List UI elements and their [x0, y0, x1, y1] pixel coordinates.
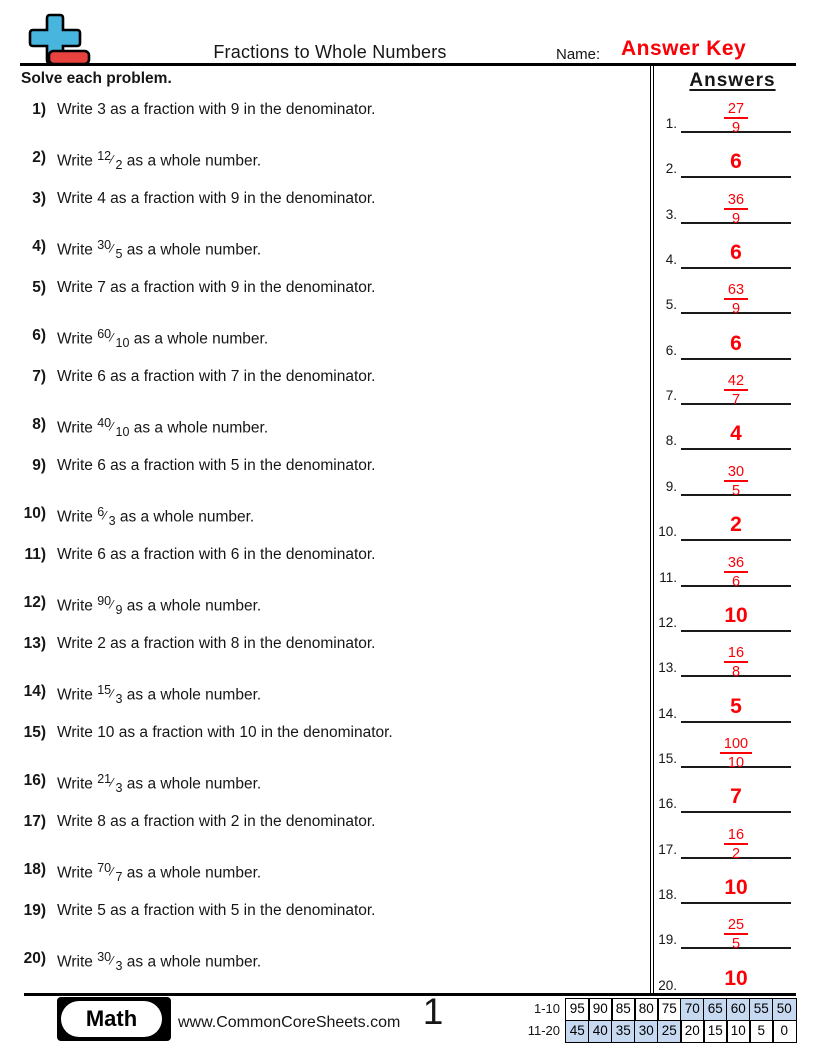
problem-text-post: as a whole number. [129, 330, 269, 348]
answer-value-fraction [681, 555, 791, 591]
answer-fraction-denominator: 7 [731, 391, 741, 408]
answer-line [681, 358, 791, 360]
problem-text: Write 4 as a fraction with 9 in the denominator. [57, 190, 376, 207]
problem-text [57, 327, 632, 350]
answer-number: 10. [658, 524, 677, 539]
answer-value-whole: 6 [730, 150, 742, 173]
answer-fraction-numerator: 36 [727, 555, 745, 571]
answer-key-value: Answer Key [621, 37, 747, 60]
score-cell: 60 [726, 998, 751, 1022]
answer-fraction-numerator: 16 [727, 645, 745, 661]
answer-value-whole: 4 [730, 422, 742, 445]
problem-text-pre: Write [57, 775, 98, 793]
answer-number: 15. [658, 751, 677, 766]
score-cell: 70 [680, 998, 705, 1022]
problem-text-post: as a whole number. [129, 419, 269, 437]
answer-value-fraction [681, 464, 791, 500]
answer-number: 11. [659, 570, 677, 585]
problem-text-post: as a whole number. [122, 686, 262, 704]
answer-fraction-denominator: 9 [731, 119, 741, 136]
problem-number: 6) [32, 327, 46, 344]
problem-number: 7) [32, 368, 46, 385]
problem-fraction-denominator: 3 [115, 692, 123, 706]
problem-text-post: as a whole number. [122, 864, 262, 882]
score-cell: 95 [565, 998, 590, 1022]
answer-value-fraction [681, 736, 791, 772]
problem-text-post: as a whole number. [122, 953, 262, 971]
problem-fraction-denominator: 10 [115, 425, 130, 439]
answer-fraction-numerator: 63 [727, 282, 745, 298]
score-cell: 45 [565, 1020, 590, 1044]
fraction-slash-icon: ⁄ [111, 241, 116, 256]
problem-number: 12) [23, 594, 46, 611]
problem-text: Write 8 as a fraction with 2 in the denominator. [57, 813, 376, 830]
fraction-slash-icon: ⁄ [111, 686, 116, 701]
answer-number: 7. [665, 388, 677, 403]
problem-number: 2) [32, 149, 46, 166]
subject-badge-label: Math [61, 1001, 162, 1037]
problem-number: 10) [23, 505, 46, 522]
answer-value-fraction [681, 917, 791, 953]
problem-number: 18) [23, 861, 46, 878]
score-cell: 15 [703, 1020, 728, 1044]
answer-fraction-numerator: 27 [727, 101, 745, 117]
answer-fraction-numerator: 25 [727, 917, 745, 933]
score-cell: 0 [772, 1020, 797, 1044]
answer-number: 18. [658, 887, 677, 902]
plus-minus-logo-icon [28, 13, 92, 67]
problem-text: Write 6 as a fraction with 7 in the denominator. [57, 368, 376, 385]
fraction-stack [724, 464, 748, 499]
problem-number: 8) [32, 416, 46, 433]
problem-fraction-denominator: 5 [115, 247, 123, 261]
problem-fraction-numerator: 70 [97, 861, 112, 875]
score-cell: 55 [749, 998, 774, 1022]
answer-number: 14. [658, 706, 677, 721]
problem-text-pre: Write [57, 241, 98, 259]
fraction-stack [724, 827, 748, 862]
answer-number: 16. [658, 796, 677, 811]
footer-rule [24, 993, 796, 996]
score-cell: 75 [657, 998, 682, 1022]
score-cell: 35 [611, 1020, 636, 1044]
problem-text [57, 416, 632, 439]
problem-text [57, 950, 632, 973]
problem-fraction-denominator: 7 [115, 870, 123, 884]
answer-fraction-denominator: 10 [727, 754, 745, 771]
problem-text [57, 861, 632, 884]
fraction-slash-icon: ⁄ [111, 152, 116, 167]
fraction-stack [724, 555, 748, 590]
answer-value-whole: 6 [730, 241, 742, 264]
instructions-text: Solve each problem. [21, 70, 172, 87]
problem-text [57, 594, 632, 617]
problem-number: 20) [23, 950, 46, 967]
problem-fraction-numerator: 12 [97, 149, 112, 163]
problem-text-pre: Write [57, 686, 98, 704]
answer-value-whole: 6 [730, 332, 742, 355]
answer-fraction-denominator: 5 [731, 482, 741, 499]
answer-number: 9. [665, 479, 677, 494]
score-range-label: 1-10 [533, 1001, 560, 1016]
problem-number: 11) [24, 546, 46, 563]
fraction-stack [724, 282, 748, 317]
problem-text [57, 683, 632, 706]
answer-number: 20. [658, 978, 677, 993]
problem-fraction-numerator: 90 [97, 594, 112, 608]
answer-number: 13. [658, 660, 677, 675]
answer-line [681, 176, 791, 178]
answer-number: 5. [665, 297, 677, 312]
answer-fraction-denominator: 9 [731, 300, 741, 317]
problem-text: Write 10 as a fraction with 10 in the denominator. [57, 724, 393, 741]
name-label: Name: [556, 46, 601, 63]
score-cell: 40 [588, 1020, 613, 1044]
answer-value-whole: 10 [724, 604, 748, 627]
problem-fraction-denominator: 9 [115, 603, 123, 617]
problem-text: Write 3 as a fraction with 9 in the denominator. [57, 101, 376, 118]
answer-fraction-denominator: 2 [731, 845, 741, 862]
answer-value-whole: 5 [730, 695, 742, 718]
problem-text-pre: Write [57, 508, 98, 526]
fraction-stack [724, 192, 748, 227]
page-number: 1 [422, 991, 444, 1032]
answer-value-whole: 7 [730, 785, 742, 808]
problem-number: 3) [32, 190, 46, 207]
problem-number: 9) [32, 457, 46, 474]
problem-fraction-numerator: 30 [97, 950, 112, 964]
problem-fraction-denominator: 2 [115, 158, 123, 172]
problem-text-pre: Write [57, 864, 98, 882]
fraction-stack [724, 645, 748, 680]
score-cell: 80 [634, 998, 659, 1022]
fraction-stack [724, 101, 748, 136]
answer-value-fraction [681, 101, 791, 137]
answer-fraction-denominator: 8 [731, 663, 741, 680]
answer-value-whole: 10 [724, 967, 748, 990]
answer-value-whole: 10 [724, 876, 748, 899]
answer-fraction-numerator: 100 [723, 736, 749, 752]
answer-number: 3. [665, 207, 677, 222]
problem-text: Write 2 as a fraction with 8 in the denominator. [57, 635, 376, 652]
answer-number: 6. [665, 343, 677, 358]
header-rule [20, 63, 796, 66]
problem-text-pre: Write [57, 419, 98, 437]
answer-line [681, 267, 791, 269]
problem-text-post: as a whole number. [122, 775, 262, 793]
problem-number: 16) [23, 772, 46, 789]
problem-text-pre: Write [57, 597, 98, 615]
page-title: Fractions to Whole Numbers [213, 42, 447, 62]
score-range-label: 11-20 [527, 1023, 560, 1038]
problem-text-post: as a whole number. [122, 597, 262, 615]
score-cell: 30 [634, 1020, 659, 1044]
answer-fraction-numerator: 42 [727, 373, 745, 389]
answer-line [681, 721, 791, 723]
score-cell: 90 [588, 998, 613, 1022]
problem-text-pre: Write [57, 953, 98, 971]
fraction-slash-icon: ⁄ [111, 953, 116, 968]
fraction-slash-icon: ⁄ [111, 775, 116, 790]
answer-number: 1. [665, 116, 677, 131]
answer-number: 2. [665, 161, 677, 176]
problem-text: Write 6 as a fraction with 6 in the denominator. [57, 546, 376, 563]
answer-fraction-numerator: 16 [727, 827, 745, 843]
problem-text: Write 7 as a fraction with 9 in the denominator. [57, 279, 376, 296]
problem-text-post: as a whole number. [122, 152, 262, 170]
answer-line [681, 902, 791, 904]
score-cell: 5 [749, 1020, 774, 1044]
answer-value-fraction [681, 645, 791, 681]
problem-text-pre: Write [57, 152, 98, 170]
answer-value-fraction [681, 373, 791, 409]
answer-value-fraction [681, 192, 791, 228]
answer-number: 17. [658, 842, 677, 857]
fraction-slash-icon: ⁄ [111, 419, 116, 434]
fraction-slash-icon: ⁄ [104, 508, 109, 523]
fraction-stack [720, 736, 752, 771]
answer-line [681, 448, 791, 450]
answers-heading: Answers [689, 70, 776, 91]
problem-number: 14) [23, 683, 46, 700]
problem-text [57, 238, 632, 261]
problem-fraction-numerator: 15 [97, 683, 112, 697]
score-cell: 10 [726, 1020, 751, 1044]
problem-number: 17) [23, 813, 46, 830]
answer-number: 4. [665, 252, 677, 267]
answer-number: 12. [658, 615, 677, 630]
score-cell: 85 [611, 998, 636, 1022]
answer-fraction-numerator: 30 [727, 464, 745, 480]
answer-fraction-denominator: 5 [731, 935, 741, 952]
answer-number: 19. [658, 932, 677, 947]
fraction-slash-icon: ⁄ [111, 864, 116, 879]
problem-number: 4) [32, 238, 46, 255]
problem-fraction-denominator: 10 [115, 336, 130, 350]
problem-text [57, 149, 632, 172]
fraction-stack [724, 373, 748, 408]
answer-line [681, 811, 791, 813]
problem-number: 19) [23, 902, 46, 919]
fraction-slash-icon: ⁄ [111, 330, 116, 345]
score-cell: 65 [703, 998, 728, 1022]
answer-fraction-denominator: 9 [731, 210, 741, 227]
problem-text-post: as a whole number. [115, 508, 255, 526]
answer-value-fraction [681, 282, 791, 318]
score-cell: 20 [680, 1020, 705, 1044]
problem-number: 1) [32, 101, 46, 118]
problem-fraction-numerator: 60 [97, 327, 112, 341]
problem-text-post: as a whole number. [122, 241, 262, 259]
answer-fraction-numerator: 36 [727, 192, 745, 208]
problem-text: Write 5 as a fraction with 5 in the denominator. [57, 902, 376, 919]
score-cell: 50 [772, 998, 797, 1022]
problem-fraction-denominator: 3 [115, 959, 123, 973]
problem-fraction-numerator: 6 [97, 505, 105, 519]
problem-fraction-numerator: 30 [97, 238, 112, 252]
problem-text: Write 6 as a fraction with 5 in the denominator. [57, 457, 376, 474]
problem-fraction-denominator: 3 [115, 781, 123, 795]
answer-line [681, 539, 791, 541]
problem-text [57, 505, 632, 528]
answer-value-fraction [681, 827, 791, 863]
website-text: www.CommonCoreSheets.com [178, 1014, 401, 1031]
problem-text-pre: Write [57, 330, 98, 348]
problem-fraction-numerator: 21 [97, 772, 112, 786]
problem-number: 15) [23, 724, 46, 741]
answer-line [681, 630, 791, 632]
subject-badge [57, 997, 171, 1041]
fraction-slash-icon: ⁄ [111, 597, 116, 612]
score-cell: 25 [657, 1020, 682, 1044]
problem-fraction-numerator: 40 [97, 416, 112, 430]
problem-fraction-denominator: 3 [108, 514, 116, 528]
problem-number: 5) [32, 279, 46, 296]
problem-number: 13) [23, 635, 46, 652]
answer-value-whole: 2 [730, 513, 742, 536]
answer-fraction-denominator: 6 [731, 573, 741, 590]
fraction-stack [724, 917, 748, 952]
problem-text [57, 772, 632, 795]
answer-number: 8. [665, 433, 677, 448]
